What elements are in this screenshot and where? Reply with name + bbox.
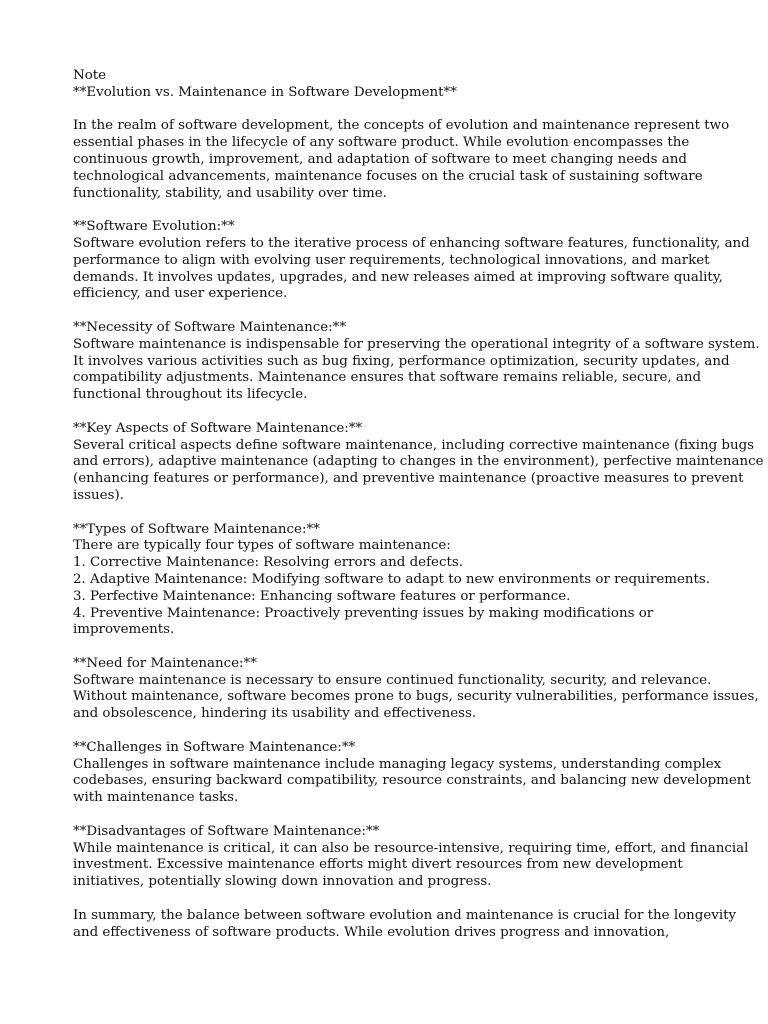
section-line: There are typically four types of software maintenance: — [73, 538, 451, 554]
section-line: Without maintenance, software becomes prone to bugs, security vulnerabilities, performance issues, — [73, 689, 759, 705]
section-key-aspects — [73, 420, 764, 505]
section-line: codebases, ensuring backward compatibility, resource constraints, and balancing new development — [73, 773, 751, 789]
section-challenges — [73, 739, 751, 807]
document-title: **Evolution vs. Maintenance in Software Development** — [73, 84, 457, 100]
summary-paragraph — [73, 907, 737, 942]
section-line: Software maintenance is necessary to ensure continued functionality, security, and relevance. — [73, 672, 712, 688]
section-heading: **Necessity of Software Maintenance:** — [73, 319, 347, 335]
paragraph-gap — [73, 891, 713, 908]
paragraph-gap — [73, 723, 713, 740]
section-line: efficiency, and user experience. — [73, 286, 288, 302]
section-line: issues). — [73, 487, 124, 503]
paragraph-gap — [73, 202, 713, 219]
paragraph-gap — [73, 807, 713, 824]
section-types-of-maintenance — [73, 522, 713, 640]
section-line: It involves various activities such as bug fixing, performance optimization, security updates, and — [73, 353, 730, 369]
intro-paragraph — [73, 118, 730, 202]
list-item: improvements. — [73, 622, 175, 638]
section-heading: **Types of Software Maintenance:** — [73, 521, 320, 537]
section-line: with maintenance tasks. — [73, 790, 239, 806]
section-line: and errors), adaptive maintenance (adapting to changes in the environment), perfective maintenance — [73, 454, 764, 470]
section-heading: **Key Aspects of Software Maintenance:** — [73, 420, 363, 436]
section-disadvantages — [73, 823, 749, 891]
paragraph-gap — [73, 505, 713, 522]
section-line: Several critical aspects define software maintenance, including corrective maintenance (fixing bugs — [73, 437, 755, 453]
section-line: Software evolution refers to the iterative process of enhancing software features, functionality, and — [73, 235, 750, 251]
list-item: 2. Adaptive Maintenance: Modifying software to adapt to new environments or requirements. — [73, 571, 711, 587]
summary-line: and effectiveness of software products. While evolution drives progress and innovation, — [73, 924, 670, 940]
section-line: compatibility adjustments. Maintenance ensures that software remains reliable, secure, and — [73, 370, 702, 386]
section-line: performance to align with evolving user requirements, technological innovations, and market — [73, 252, 710, 268]
intro-line: essential phases in the lifecycle of any software product. While evolution encompasses the — [73, 135, 690, 151]
paragraph-gap — [73, 102, 713, 119]
section-software-evolution — [73, 219, 750, 303]
summary-line: In summary, the balance between software evolution and maintenance is crucial for the longevity — [73, 907, 737, 923]
section-line: Software maintenance is indispensable for preserving the operational integrity of a software system. — [73, 336, 760, 352]
intro-line: continuous growth, improvement, and adaptation of software to meet changing needs and — [73, 151, 687, 167]
list-item: 4. Preventive Maintenance: Proactively preventing issues by making modifications or — [73, 605, 654, 621]
section-line: Challenges in software maintenance include managing legacy systems, understanding complex — [73, 756, 722, 772]
list-item: 3. Perfective Maintenance: Enhancing software features or performance. — [73, 588, 571, 604]
section-line: investment. Excessive maintenance efforts might divert resources from new development — [73, 857, 683, 873]
section-heading: **Disadvantages of Software Maintenance:** — [73, 823, 380, 839]
intro-line: In the realm of software development, the concepts of evolution and maintenance represent two — [73, 118, 730, 134]
section-line: demands. It involves updates, upgrades, and new releases aimed at improving software quality, — [73, 269, 723, 285]
note-label: Note — [73, 68, 107, 83]
section-line: functional throughout its lifecycle. — [73, 387, 308, 403]
intro-line: technological advancements, maintenance focuses on the crucial task of sustaining software — [73, 168, 703, 184]
section-need-for-maintenance — [73, 655, 759, 723]
section-heading: **Software Evolution:** — [73, 219, 235, 235]
section-line: While maintenance is critical, it can also be resource-intensive, requiring time, effort, and financial — [73, 840, 749, 856]
section-necessity-of-maintenance — [73, 319, 760, 404]
section-heading: **Need for Maintenance:** — [73, 655, 257, 671]
paragraph-gap — [73, 404, 713, 421]
section-line: and obsolescence, hindering its usability and effectiveness. — [73, 706, 477, 722]
section-heading: **Challenges in Software Maintenance:** — [73, 739, 356, 755]
document-page — [73, 68, 764, 941]
paragraph-gap — [73, 639, 713, 656]
list-item: 1. Corrective Maintenance: Resolving errors and defects. — [73, 555, 463, 571]
intro-line: functionality, stability, and usability over time. — [73, 185, 387, 201]
section-line: (enhancing features or performance), and preventive maintenance (proactive measures to prevent — [73, 471, 744, 487]
paragraph-gap — [73, 303, 713, 320]
section-line: initiatives, potentially slowing down innovation and progress. — [73, 874, 492, 890]
